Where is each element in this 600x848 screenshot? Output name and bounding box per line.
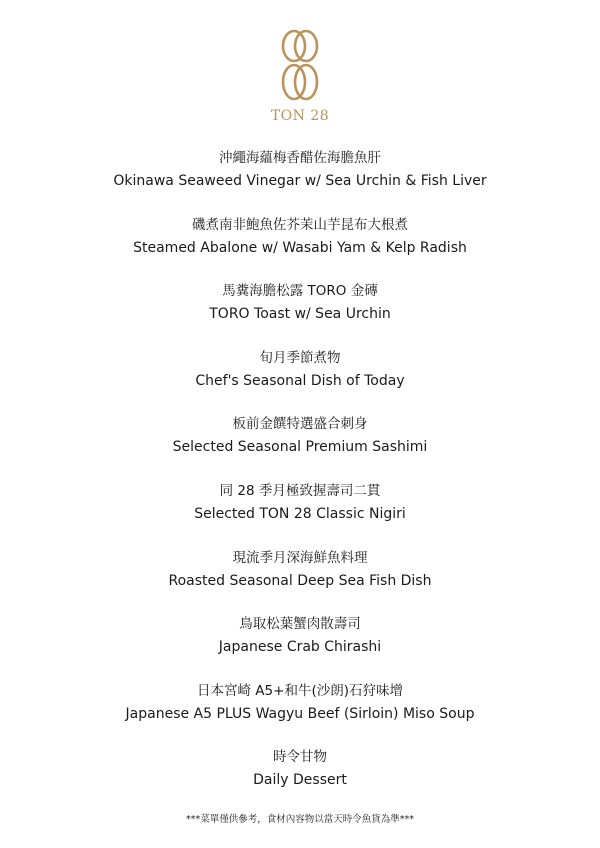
tasting-menu (0, 148, 600, 814)
menu-course (0, 747, 600, 814)
menu-course (0, 548, 600, 615)
course-name-english: Selected Seasonal Premium Sashimi (172, 439, 428, 456)
menu-course (0, 148, 600, 215)
course-name-chinese: 時令甘物 (273, 749, 327, 766)
course-name-chinese: 板前金饌特選盛合刺身 (232, 416, 368, 433)
course-name-chinese: 鳥取松葉蟹肉散壽司 (239, 616, 361, 633)
restaurant-logo (0, 28, 600, 124)
course-name-english: TORO Toast w/ Sea Urchin (209, 306, 391, 323)
menu-course (0, 215, 600, 282)
course-name-english: Steamed Abalone w/ Wasabi Yam & Kelp Radish (133, 239, 467, 256)
course-name-chinese: 馬糞海膽松露 TORO 金磚 (222, 283, 378, 300)
course-name-english: Daily Dessert (253, 772, 347, 789)
menu-footnote: ***菜單僅供參考，食材內容物以當天時令魚貨為準*** (185, 814, 414, 825)
course-name-chinese: 沖繩海蘊梅香醋佐海膽魚肝 (219, 150, 381, 166)
course-name-chinese: 旬月季節煮物 (259, 349, 341, 366)
menu-course (0, 681, 600, 748)
course-name-english: Chef's Seasonal Dish of Today (195, 372, 405, 389)
menu-course (0, 281, 600, 348)
menu-course (0, 614, 600, 681)
course-name-english: Okinawa Seaweed Vinegar w/ Sea Urchin & Fish Liver (113, 173, 487, 189)
course-name-chinese: 日本宮崎 A5+和牛(沙朗)石狩味增 (197, 682, 403, 699)
course-name-english: Japanese A5 PLUS Wagyu Beef (Sirloin) Miso Soup (125, 705, 475, 722)
course-name-english: Selected TON 28 Classic Nigiri (194, 505, 406, 522)
double-eight-monogram-icon (278, 28, 322, 102)
course-name-chinese: 現流季月深海鮮魚料理 (232, 549, 368, 566)
course-name-chinese: 磯煮南非鮑魚佐芥茉山芋昆布大根煮 (192, 216, 408, 233)
brand-name: TON 28 (270, 108, 330, 124)
course-name-english: Roasted Seasonal Deep Sea Fish Dish (168, 572, 432, 589)
menu-course (0, 481, 600, 548)
course-name-english: Japanese Crab Chirashi (218, 639, 382, 656)
menu-course (0, 414, 600, 481)
course-name-chinese: 同 28 季月極致握壽司二貫 (219, 482, 381, 499)
menu-course (0, 348, 600, 415)
